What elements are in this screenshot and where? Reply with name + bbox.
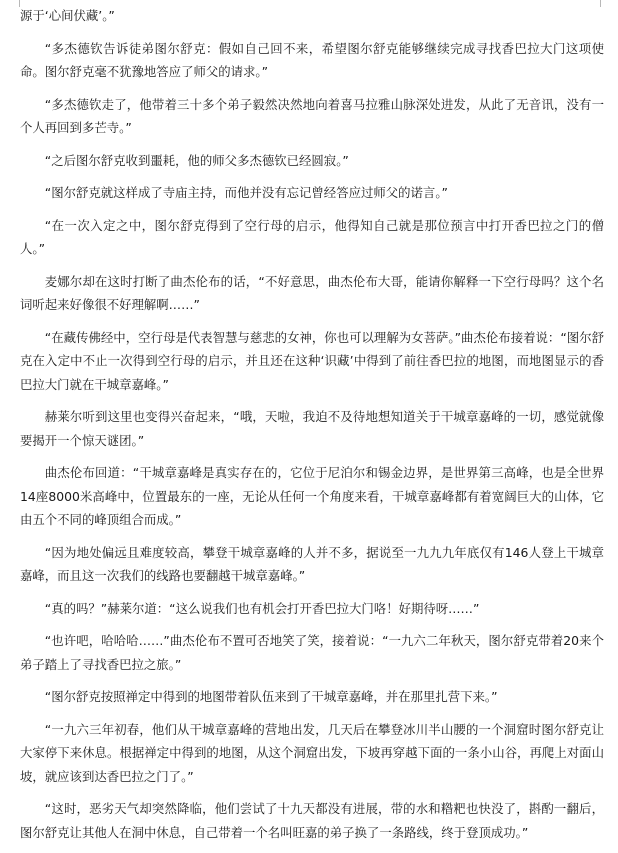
paragraph: “因为地处偏远且难度较高，攀登干城章嘉峰的人并不多，据说至一九九九年底仅有146人登上干城章嘉峰，而且这一次我们的线路也要翻越干城章嘉峰。” (20, 544, 604, 583)
paragraph: 源于‘心间伏藏’。” (20, 8, 115, 23)
paragraph: 曲杰伦布回道：“干城章嘉峰是真实存在的，它位于尼泊尔和锡金边界，是世界第三高峰，也是全世界14座8000米高峰中，位置最东的一座，无论从任何一个角度来看，干城章嘉峰都有着宽阔巨大的山体，它由五个不同的峰顶组合而成。” (20, 465, 604, 527)
paragraph: “多杰德钦告诉徒弟图尔舒克：假如自己回不来，希望图尔舒克能够继续完成寻找香巴拉大门这项使命。图尔舒克毫不犹豫地答应了师父的请求。” (20, 40, 604, 79)
paragraph: 麦娜尔却在这时打断了曲杰伦布的话，“不好意思，曲杰伦布大哥，能请你解释一下空行母吗？这个名词听起来好像很不好理解啊……” (20, 273, 604, 312)
paragraph: “这时，恶劣天气却突然降临，他们尝试了十九天都没有进展，带的水和糌粑也快没了，斟酌一翻后，图尔舒克让其他人在洞中休息，自己带着一个名叫旺嘉的弟子换了一条路线，终于登顶成功。” (20, 801, 604, 840)
paragraph: “多杰德钦走了，他带着三十多个弟子毅然决然地向着喜马拉雅山脉深处进发，从此了无音讯，没有一个人再回到多芒寺。” (20, 96, 604, 135)
paragraph: “之后图尔舒克收到噩耗，他的师父多杰德钦已经圆寂。” (44, 152, 349, 168)
paragraph: “图尔舒克按照禅定中得到的地图带着队伍来到了干城章嘉峰，并在那里扎营下来。” (44, 689, 498, 704)
paragraph: “真的吗？”赫莱尔道：“这么说我们也有机会打开香巴拉大门咯！好期待呀……” (44, 600, 480, 616)
page-corner-mark-left (12, 0, 20, 7)
document-body (20, 4, 604, 853)
paragraph: “在一次入定之中，图尔舒克得到了空行母的启示，他得知自己就是那位预言中打开香巴拉之门的僧人。” (20, 217, 604, 256)
paragraph: “也许吧，哈哈哈……”曲杰伦布不置可否地笑了笑，接着说：“一九六二年秋天，图尔舒克带着20来个弟子踏上了寻找香巴拉之旅。” (20, 633, 604, 672)
paragraph: “图尔舒克就这样成了寺庙主持，而他并没有忘记曾经答应过师父的诺言。” (44, 185, 448, 200)
paragraph: 赫莱尔听到这里也变得兴奋起来，“哦，天啦，我迫不及待地想知道关于干城章嘉峰的一切，感觉就像要揭开一个惊天谜团。” (20, 409, 604, 448)
paragraph: “在藏传佛经中，空行母是代表智慧与慈悲的女神，你也可以理解为女菩萨。”曲杰伦布接着说：“图尔舒克在入定中不止一次得到空行母的启示，并且还在这种‘识藏’中得到了前往香巴拉的地图，而地图显示的香巴拉大门就在干城章嘉峰。” (20, 329, 604, 392)
paragraph: “一九六三年初春，他们从干城章嘉峰的营地出发，几天后在攀登冰川半山腰的一个洞窟时图尔舒克让大家停下来休息。根据禅定中得到的地图，从这个洞窟出发，下坡再穿越下面的一条小山谷，再爬上对面山坡，就应该到达香巴拉之门了。” (20, 721, 604, 784)
